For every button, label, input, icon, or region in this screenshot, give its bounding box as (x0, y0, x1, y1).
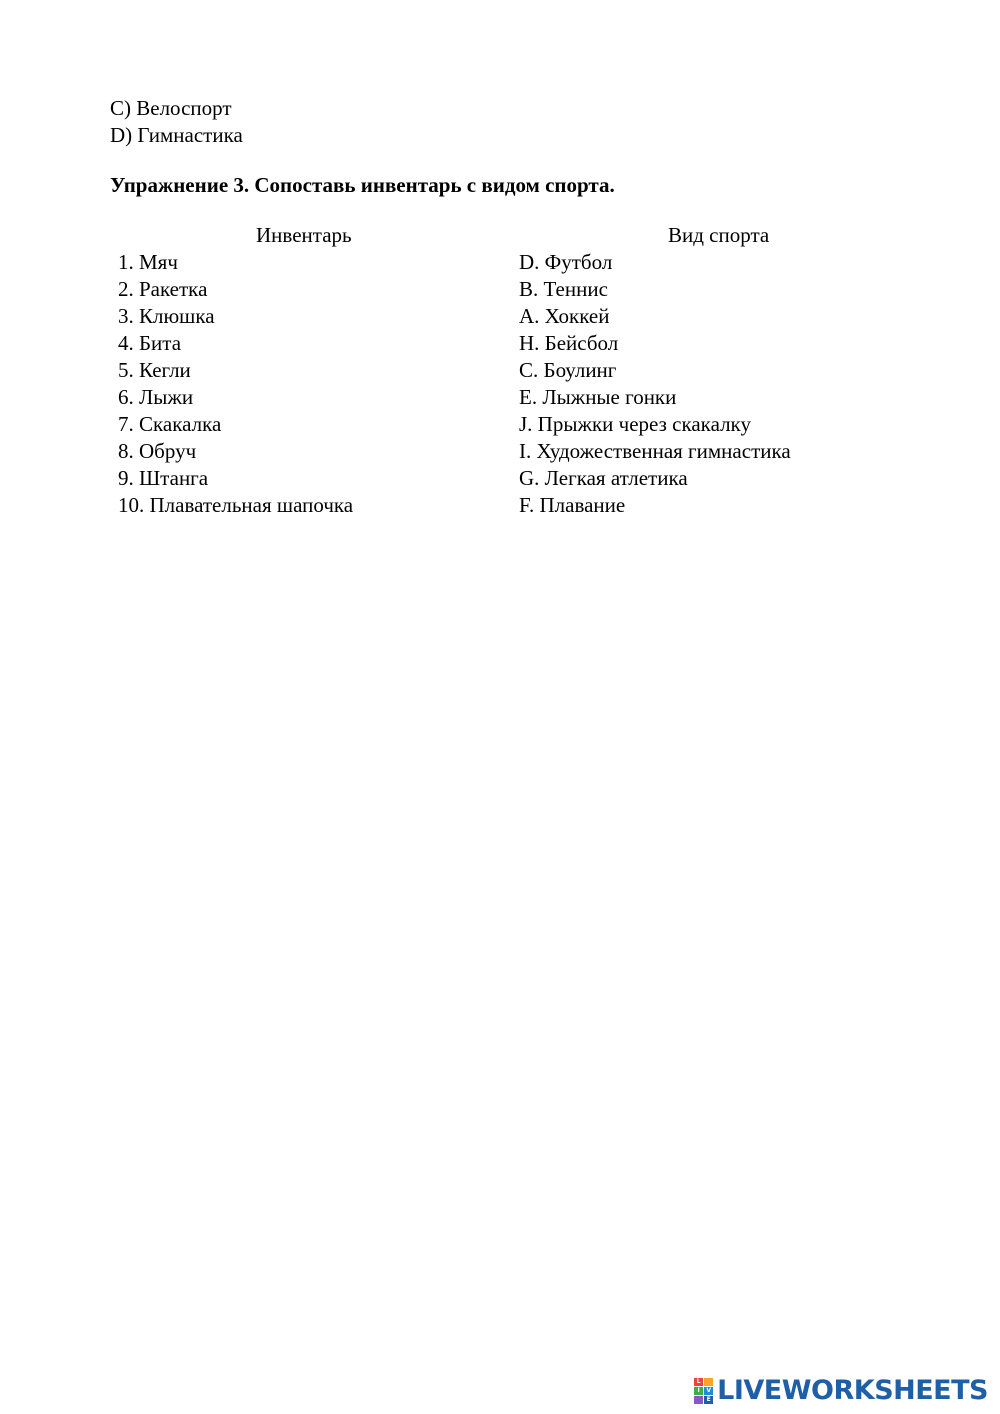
sport-item: H. Бейсбол (519, 331, 619, 355)
equipment-list (118, 249, 353, 519)
sport-list (519, 249, 791, 519)
sport-item: I. Художественная гимнастика (519, 439, 791, 463)
exercise-title: Упражнение 3. Сопоставь инвентарь с видом спорта. (110, 173, 615, 197)
equipment-item: 9. Штанга (118, 466, 209, 490)
equipment-item: 7. Скакалка (118, 412, 222, 436)
logo-tile: E (704, 1396, 713, 1404)
logo-tile: L (694, 1378, 703, 1386)
equipment-header: Инвентарь (256, 223, 352, 247)
logo-tile (704, 1378, 713, 1386)
equipment-item: 5. Кегли (118, 358, 191, 382)
equipment-item: 6. Лыжи (118, 385, 194, 409)
liveworksheets-logo-text: LIVEWORKSHEETS (717, 1375, 988, 1406)
sport-item: F. Плавание (519, 493, 626, 517)
logo-tile (694, 1396, 703, 1404)
liveworksheets-logo-icon (694, 1378, 713, 1404)
sport-item: D. Футбол (519, 250, 613, 274)
sport-item: J. Прыжки через скакалку (519, 412, 751, 436)
equipment-item: 1. Мяч (118, 250, 178, 274)
sport-item: A. Хоккей (519, 304, 610, 328)
sport-item: G. Легкая атлетика (519, 466, 688, 490)
equipment-item: 8. Обруч (118, 439, 197, 463)
logo-tile: V (704, 1387, 713, 1395)
logo-tile: I (694, 1387, 703, 1395)
sport-item: B. Теннис (519, 277, 608, 301)
equipment-item: 3. Клюшка (118, 304, 215, 328)
equipment-item: 4. Бита (118, 331, 182, 355)
sport-header: Вид спорта (668, 223, 770, 247)
liveworksheets-logo (694, 1375, 988, 1406)
sport-item: C. Боулинг (519, 358, 617, 382)
equipment-item: 10. Плавательная шапочка (118, 493, 354, 517)
sport-item: E. Лыжные гонки (519, 385, 677, 409)
equipment-item: 2. Ракетка (118, 277, 208, 301)
option-c: C) Велоспорт (110, 96, 232, 120)
option-d: D) Гимнастика (110, 123, 243, 147)
